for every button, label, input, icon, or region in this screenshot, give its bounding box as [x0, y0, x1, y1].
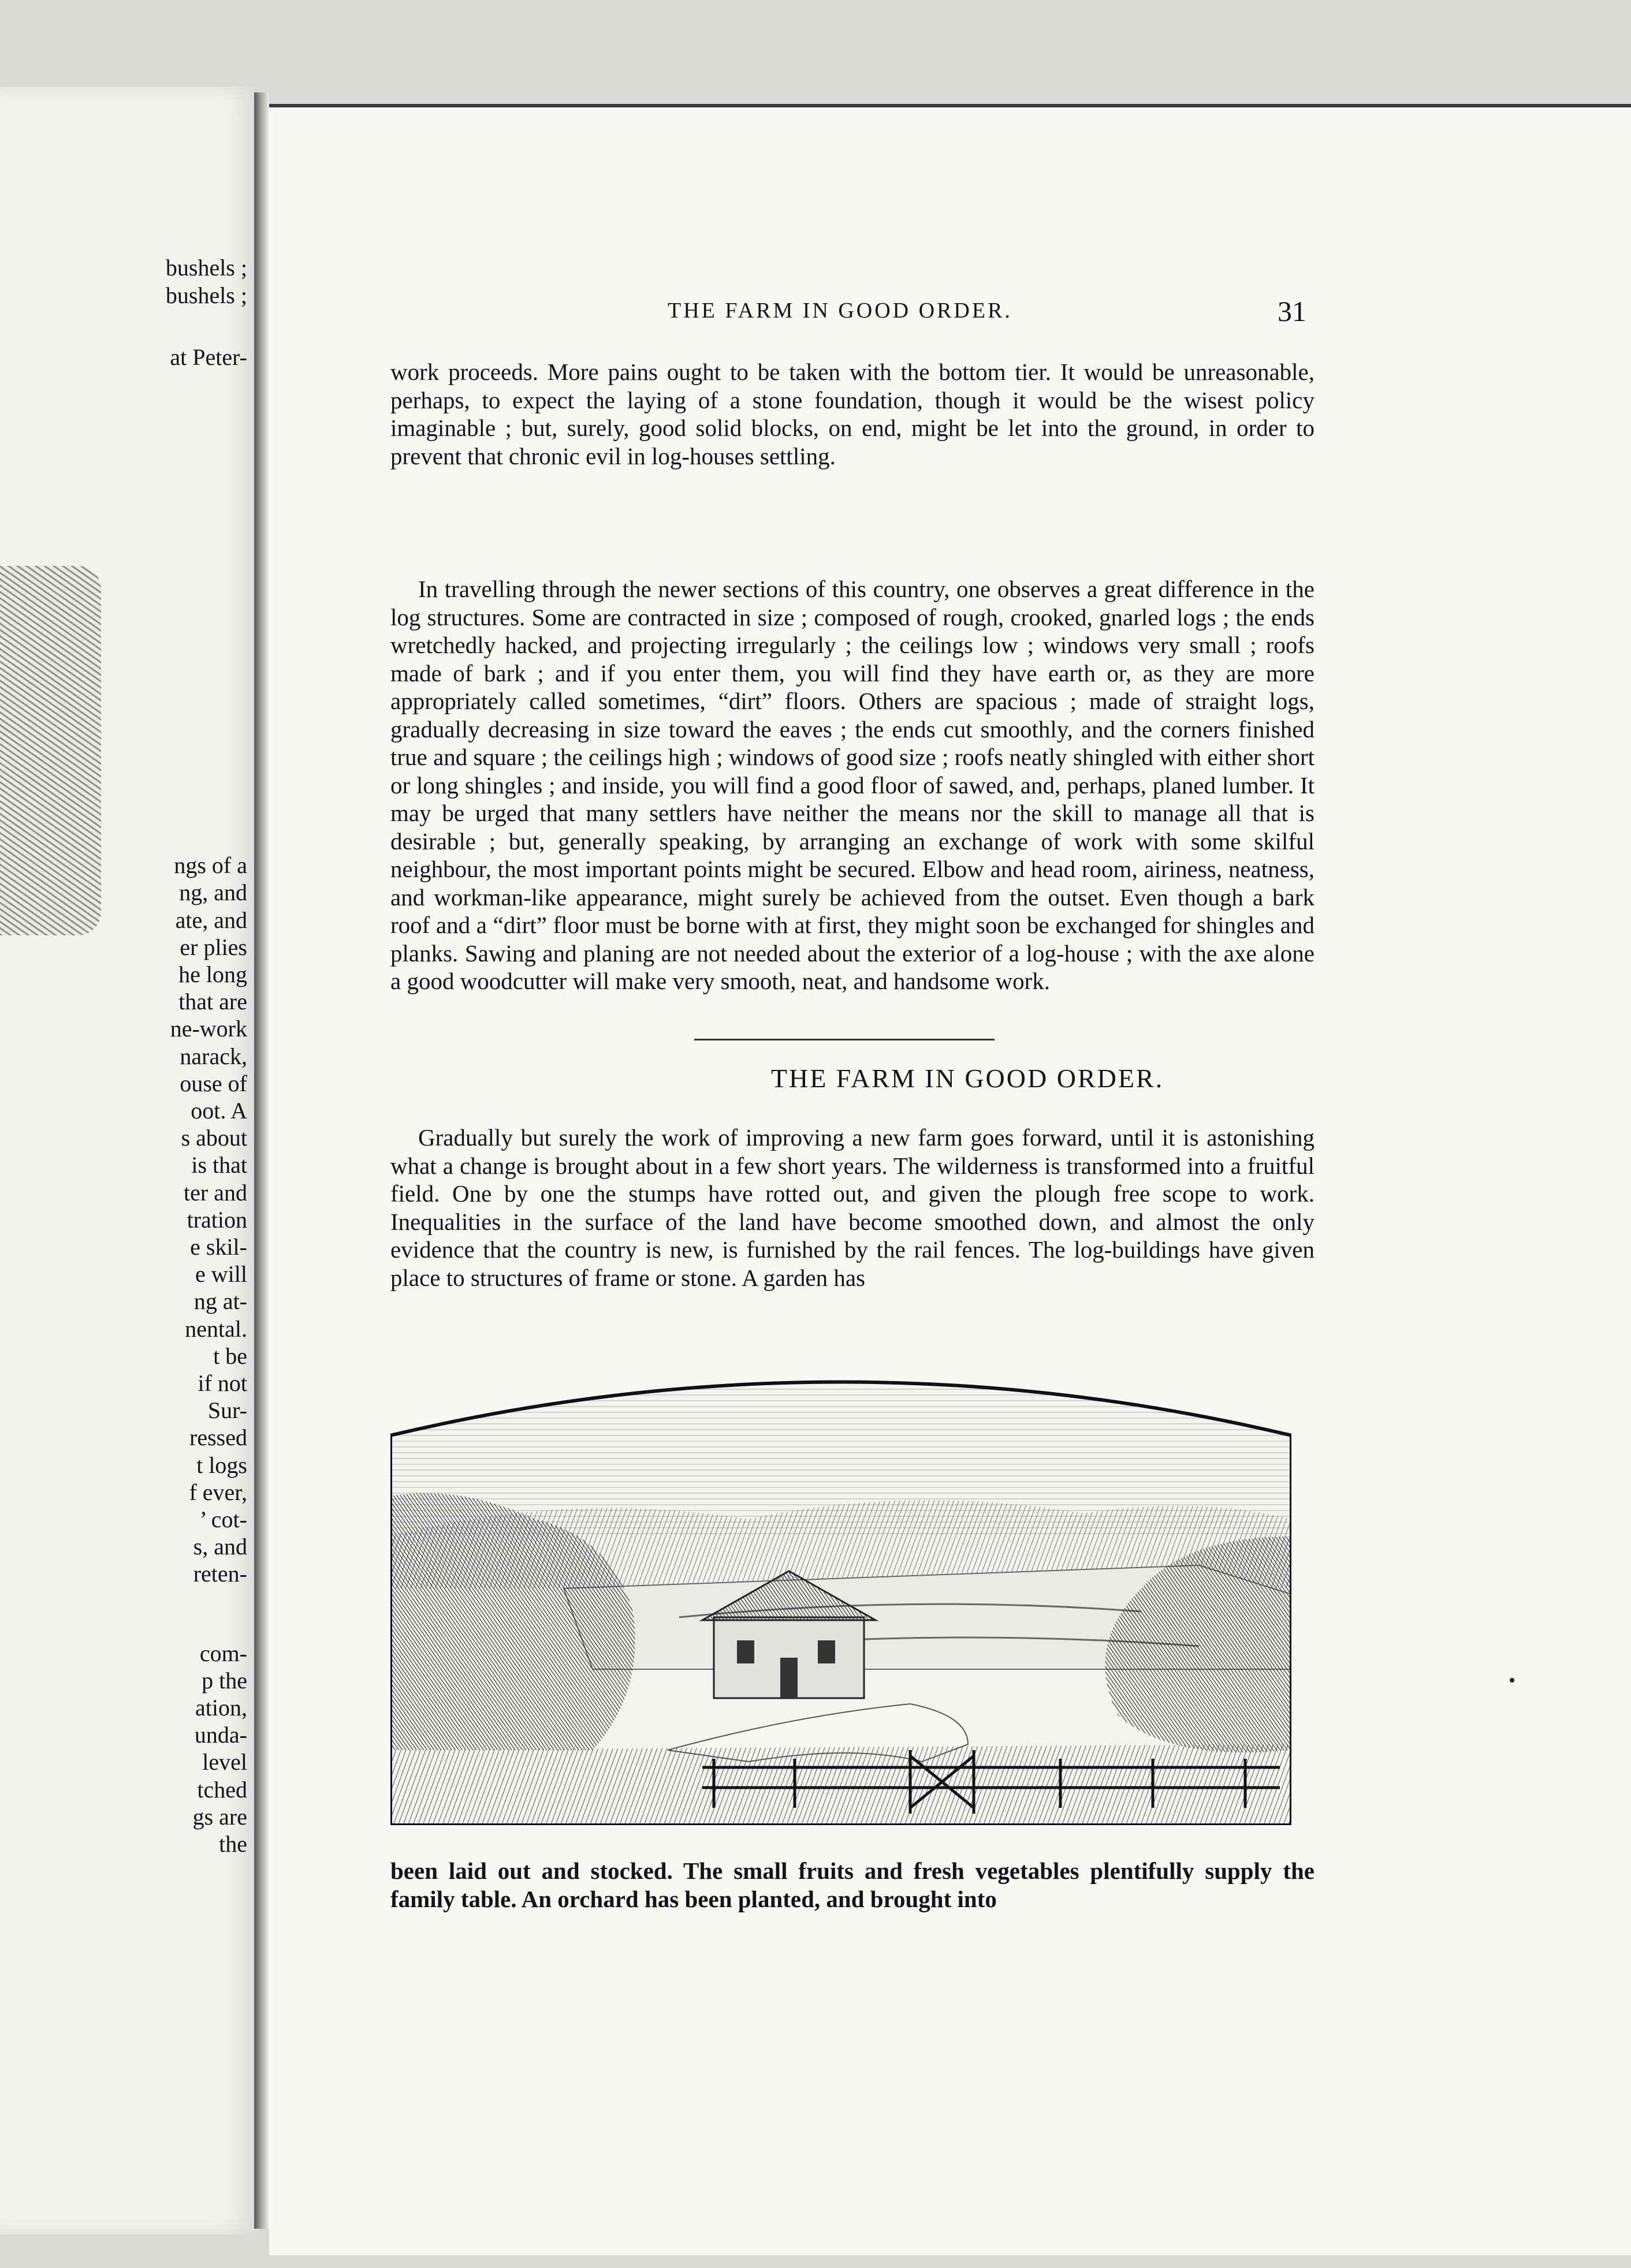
left-page-text-fragment: he long	[178, 961, 247, 987]
paragraph-log-structures	[390, 575, 1315, 995]
left-page-text-fragment: p the	[202, 1668, 247, 1693]
left-page-text-fragment: ter and	[184, 1180, 247, 1206]
left-page-text-fragment: ne-work	[170, 1016, 247, 1042]
paragraph-continuation	[390, 358, 1315, 470]
paragraph-text: In travelling through the newer sections of this country, one observes a great difference in the log structures. Some are contracted in size ; composed of rough, crooked, gnarled logs ; the ends wretchedly hacked, and projecting irregularly ; the ceilings low ; windows very small ; roofs made of bark ; and if you enter them, you will find they have earth or, as they are more appropriately called sometimes, “dirt” floors. Others are spacious ; made of straight logs, gradually decreasing in size toward the eaves ; the ends cut smoothly, and the corners finished true and square ; the ceilings high ; windows of good size ; roofs neatly shingled with either short or long shingles ; and inside, you will find a good floor of sawed, and, perhaps, planed lumber. It may be urged that many settlers have neither the means nor the skill to manage all that is desirable ; but, generally speaking, by arranging an exchange of work with some skilful neighbour, the most important points might be secured. Elbow and head room, airiness, neatness, and workman-like appearance, might surely be achieved from the outset. Even though a bark roof and a “dirt” floor must be borne with at first, they might soon be exchanged for shingles and planks. Sawing and planing are not needed about the exterior of a log-house ; with the axe alone a good woodcutter will make very smooth, neat, and handsome work.	[390, 576, 1315, 994]
left-page-text-fragment: ng, and	[179, 879, 247, 905]
left-page-text-fragment: if not	[198, 1370, 247, 1396]
left-page-text-fragment: e skil-	[190, 1234, 247, 1260]
left-page-text-fragment: t be	[213, 1343, 247, 1369]
left-page-text-fragment: that are	[178, 988, 247, 1014]
left-page-text-fragment: e will	[195, 1261, 247, 1287]
left-page-text-fragment: at Peter-	[170, 344, 247, 370]
left-page-text-fragment: the	[219, 1831, 247, 1857]
farm-landscape-engraving	[390, 1346, 1291, 1819]
left-page-text-fragment: narack,	[180, 1043, 247, 1069]
left-page-text-fragment: ouse of	[180, 1070, 247, 1096]
left-page-text-fragment: t logs	[196, 1452, 247, 1478]
left-page-text-fragment: is that	[191, 1152, 247, 1178]
book-gutter	[254, 92, 269, 2229]
left-page-text-fragment: gs are	[192, 1804, 247, 1830]
paragraph-text: Gradually but surely the work of improving a new farm goes forward, until it is astonishing what a change is brought about in a few short years. The wilderness is transformed into a fruitful field. One by one the stumps have rotted out, and given the plough free scope to work. Inequalities in the surface of the land have become smoothed down, and almost the only evidence that the country is new, is furnished by the rail fences. The log-buildings have given place to structures of frame or stone. A garden has	[390, 1124, 1315, 1291]
left-page-text-fragment: ngs of a	[174, 852, 247, 878]
ink-speck	[1510, 1678, 1514, 1683]
left-page-text-fragment: er plies	[180, 934, 247, 960]
left-page-illustration	[0, 566, 101, 935]
section-heading: THE FARM IN GOOD ORDER.	[770, 1064, 1164, 1093]
section-divider	[694, 1039, 995, 1040]
left-page-text-fragment: bushels ;	[165, 282, 247, 308]
book-page	[269, 104, 1631, 2255]
left-page-text-fragment: com-	[199, 1640, 247, 1666]
left-page-text-fragment: s, and	[193, 1534, 247, 1560]
left-page-text-fragment: ’ cot-	[199, 1506, 247, 1532]
left-page-text-fragment: ation,	[195, 1695, 247, 1721]
left-page-text-fragment: s about	[181, 1125, 247, 1151]
left-page-text-fragment: tched	[197, 1777, 247, 1803]
left-page-text-fragment: unda-	[194, 1722, 247, 1748]
running-head	[269, 295, 1631, 333]
paragraph-text: been laid out and stocked. The small fruits and fresh vegetables plentifully supply the family table. An orchard has been planted, and brought into	[390, 1857, 1315, 1912]
left-page-text-fragment: ng at-	[193, 1288, 247, 1314]
paragraph-text: work proceeds. More pains ought to be taken with the bottom tier. It would be unreasonable, perhaps, to expect the laying of a stone foundation, though it would be the wisest policy imaginable ; but, surely, good solid blocks, on end, might be let into the ground, in order to prevent that chronic evil in log-houses settling.	[390, 359, 1315, 469]
left-page-text-fragment: bushels ;	[165, 255, 247, 281]
left-page-text-fragment: nental.	[185, 1316, 247, 1342]
left-page-text-fragment: tration	[187, 1207, 247, 1233]
left-page-text-fragment: level	[202, 1749, 247, 1775]
left-page-text-fragment: ate, and	[175, 907, 247, 933]
paragraph-after-engraving	[390, 1857, 1315, 1913]
paragraph-farm-improvement	[390, 1124, 1315, 1292]
running-head-title: THE FARM IN GOOD ORDER.	[668, 299, 1012, 323]
left-page-text-fragment: reten-	[193, 1561, 247, 1587]
page-number: 31	[1278, 295, 1306, 327]
left-page-text-fragment: f ever,	[189, 1479, 247, 1505]
left-page-text-fragment: oot. A	[191, 1098, 247, 1124]
left-page-text-fragment: Sur-	[207, 1397, 247, 1423]
left-page-fragment	[0, 87, 260, 2235]
left-page-text-fragment: ressed	[189, 1424, 247, 1450]
